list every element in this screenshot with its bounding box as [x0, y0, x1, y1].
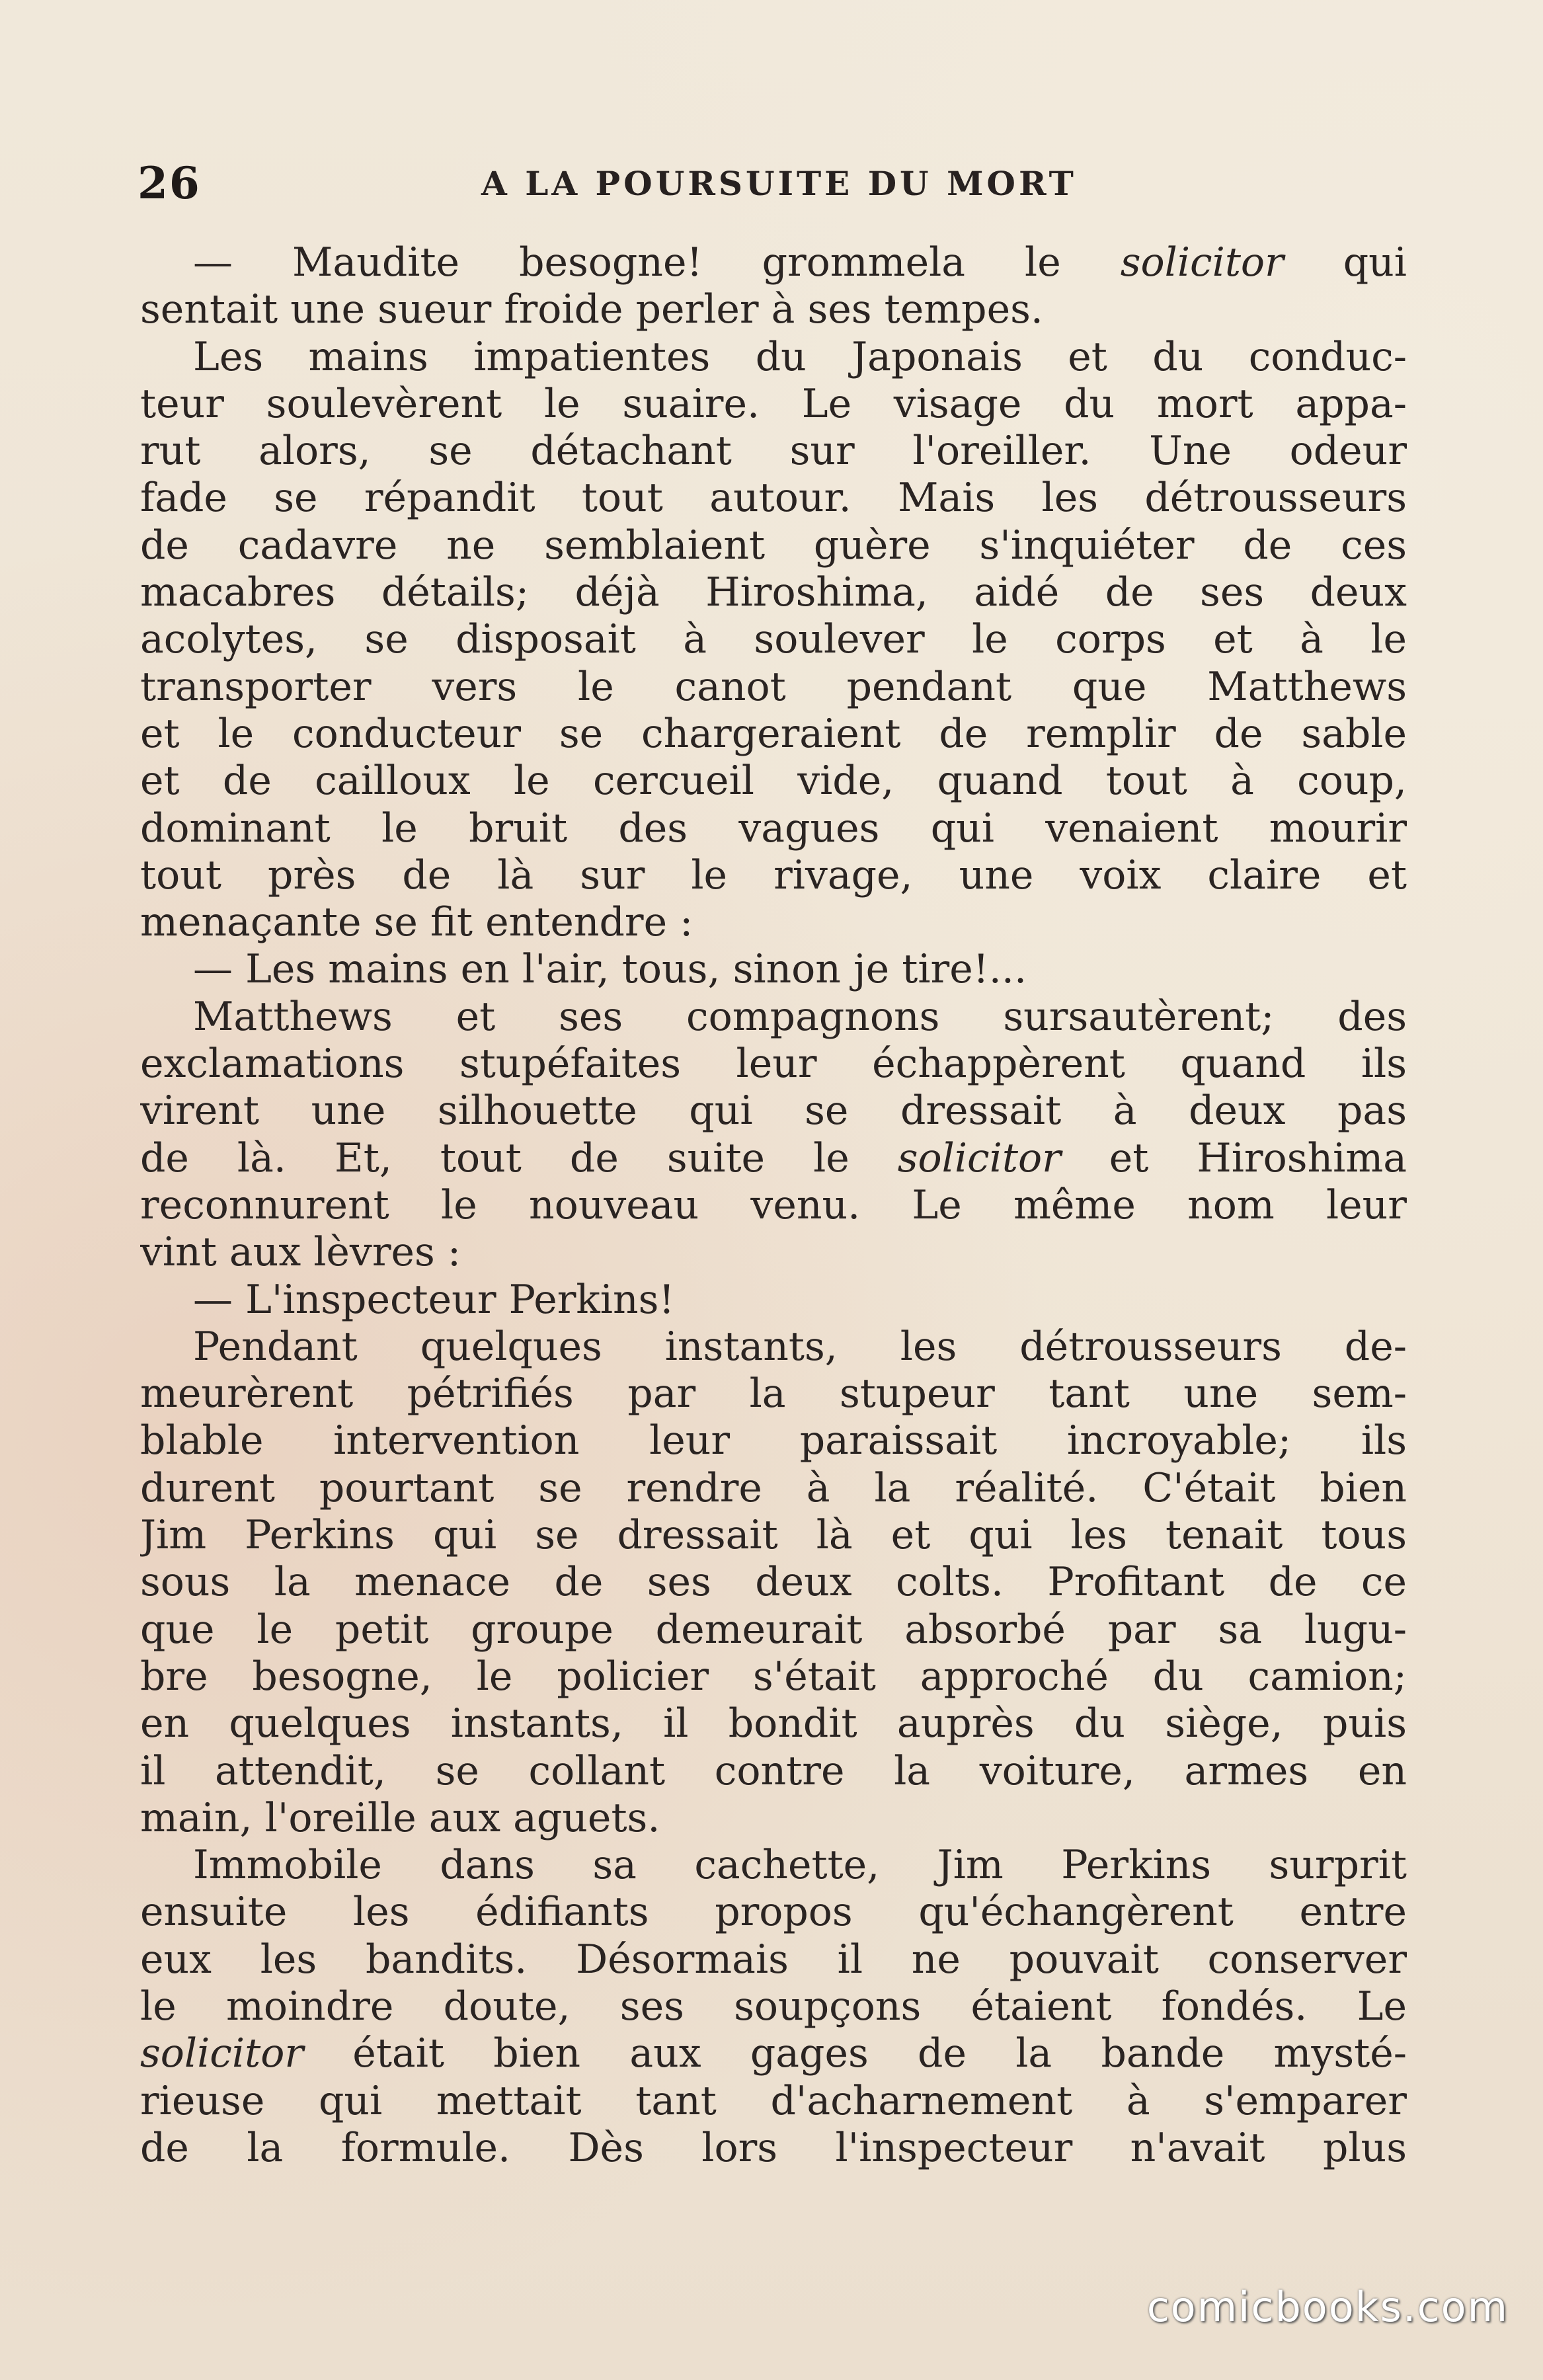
text-line [140, 1324, 1407, 1370]
text-line [140, 1842, 1407, 1889]
line-segment: fade se répandit tout autour. Mais les détrousseurs [140, 475, 1407, 522]
line-segment: macabres détails; déjà Hiroshima, aidé de ses deux [140, 569, 1407, 616]
line-segment: de la formule. Dès lors l'inspecteur n'avait plus [140, 2124, 1407, 2171]
line-segment: main, l'oreille aux aguets. [140, 1794, 660, 1841]
text-line [140, 1465, 1407, 1512]
line-segment: blable intervention leur paraissait incroyable; ils [140, 1417, 1407, 1464]
line-segment: reconnurent le nouveau venu. Le même nom leur [140, 1181, 1407, 1228]
text-line [140, 2125, 1407, 2172]
italic-term: solicitor [897, 1134, 1061, 1181]
text-line [140, 286, 1407, 333]
text-line [140, 475, 1407, 522]
running-head [138, 157, 1407, 209]
line-segment: et Hiroshima [1060, 1134, 1407, 1181]
text-line [140, 1606, 1407, 1653]
text-line [140, 2078, 1407, 2125]
line-segment: Jim Perkins qui se dressait là et qui les tenait tous [140, 1512, 1407, 1559]
body-text [140, 239, 1407, 2172]
text-line [140, 805, 1407, 852]
line-segment: de cadavre ne semblaient guère s'inquiéter de ces [140, 522, 1407, 569]
line-segment: rut alors, se détachant sur l'oreiller. Une odeur [140, 428, 1407, 475]
text-line [140, 1041, 1407, 1088]
line-segment: bre besogne, le policier s'était approché du camion; [140, 1653, 1407, 1700]
line-segment: Les mains impatientes du Japonais et du conduc- [193, 333, 1407, 380]
line-segment: exclamations stupéfaites leur échappèrent quand ils [140, 1041, 1407, 1088]
line-segment: menaçante se fit entendre : [140, 899, 693, 946]
text-line [140, 664, 1407, 711]
text-line [140, 1417, 1407, 1464]
line-segment: le moindre doute, ses soupçons étaient fondés. Le [140, 1983, 1407, 2030]
line-segment: meurèrent pétrifiés par la stupeur tant une sem- [140, 1370, 1407, 1417]
line-segment: et de cailloux le cercueil vide, quand tout à coup, [140, 758, 1407, 805]
line-segment: vint aux lèvres : [140, 1229, 461, 1276]
text-line [140, 522, 1407, 569]
line-segment: teur soulevèrent le suaire. Le visage du mort appa- [140, 380, 1407, 427]
line-segment: Matthews et ses compagnons sursautèrent; des [193, 993, 1407, 1040]
line-segment: ensuite les édifiants propos qu'échangèrent entre [140, 1889, 1407, 1936]
line-segment: eux les bandits. Désormais il ne pouvait conserver [140, 1936, 1407, 1983]
running-title: A LA POURSUITE DU MORT [481, 164, 1077, 203]
line-segment: tout près de là sur le rivage, une voix claire et [140, 852, 1407, 898]
watermark: comicbooks.com [1146, 2283, 1509, 2331]
line-segment: durent pourtant se rendre à la réalité. C'était bien [140, 1464, 1407, 1511]
text-line [140, 1135, 1407, 1182]
line-segment: dominant le bruit des vagues qui venaient mourir [140, 805, 1407, 852]
line-segment: — Maudite besogne! grommela le [193, 239, 1121, 286]
line-segment: qui [1283, 239, 1407, 286]
text-line [140, 381, 1407, 428]
line-segment: il attendit, se collant contre la voiture, armes en [140, 1747, 1407, 1794]
page-number: 26 [138, 157, 201, 209]
line-segment: que le petit groupe demeurait absorbé par sa lugu- [140, 1606, 1407, 1653]
line-segment: sentait une sueur froide perler à ses tempes. [140, 286, 1043, 333]
text-line [140, 1229, 1407, 1276]
text-line [140, 946, 1407, 993]
text-line [140, 852, 1407, 899]
text-line [140, 1182, 1407, 1229]
text-line [140, 1748, 1407, 1795]
text-line [140, 1795, 1407, 1842]
line-segment: Immobile dans sa cachette, Jim Perkins surprit [193, 1842, 1407, 1889]
text-line [140, 758, 1407, 805]
line-segment: en quelques instants, il bondit auprès du siège, puis [140, 1700, 1407, 1747]
text-line [140, 569, 1407, 616]
text-line [140, 1983, 1407, 2030]
line-segment: acolytes, se disposait à soulever le corps et à le [140, 616, 1407, 663]
line-segment: Pendant quelques instants, les détrousseurs de- [193, 1323, 1407, 1370]
text-line [140, 1889, 1407, 1936]
line-segment: et le conducteur se chargeraient de remplir de sable [140, 710, 1407, 757]
text-line [140, 1653, 1407, 1700]
italic-term: solicitor [1120, 239, 1284, 286]
text-line [140, 1700, 1407, 1747]
text-line [140, 1277, 1407, 1324]
line-segment: rieuse qui mettait tant d'acharnement à s'emparer [140, 2077, 1407, 2124]
line-segment: de là. Et, tout de suite le [140, 1134, 898, 1181]
text-line [140, 428, 1407, 475]
text-line [140, 616, 1407, 663]
text-line [140, 2030, 1407, 2077]
line-segment: était bien aux gages de la bande mysté- [303, 2030, 1407, 2077]
line-segment: — L'inspecteur Perkins! [193, 1276, 675, 1323]
text-line [140, 994, 1407, 1041]
text-line [140, 711, 1407, 758]
text-line [140, 1088, 1407, 1134]
line-segment: sous la menace de ses deux colts. Profitant de ce [140, 1559, 1407, 1606]
line-segment: — Les mains en l'air, tous, sinon je tire!... [193, 946, 1027, 993]
text-line [140, 239, 1407, 286]
text-line [140, 1512, 1407, 1559]
text-line [140, 334, 1407, 381]
line-segment: transporter vers le canot pendant que Matthews [140, 663, 1407, 710]
text-line [140, 1559, 1407, 1606]
text-line [140, 1936, 1407, 1983]
text-line [140, 1370, 1407, 1417]
italic-term: solicitor [140, 2030, 304, 2077]
line-segment: virent une silhouette qui se dressait à deux pas [140, 1088, 1407, 1134]
text-line [140, 899, 1407, 946]
